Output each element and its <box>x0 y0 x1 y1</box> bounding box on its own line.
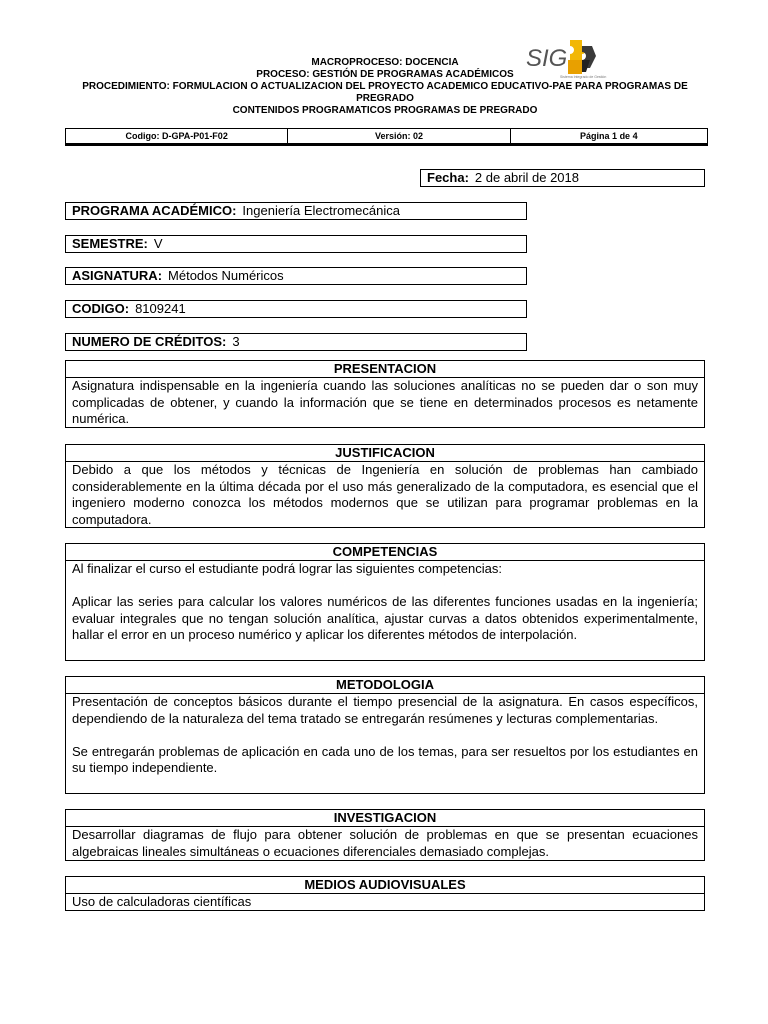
justificacion-body <box>66 462 704 528</box>
medios-section <box>65 876 705 911</box>
document-code: Codigo: D-GPA-P01-F02 <box>66 129 288 143</box>
justificacion-text: Debido a que los métodos y técnicas de Ingeniería en solución de problemas han cambiado considerablemente en la última década por el uso más generalizado de la computadora, es esencial que el ingeniero moderno conozca los métodos modernos que se utilizan para programar problemas en la computadora. <box>72 462 698 527</box>
metodologia-text-1: Presentación de conceptos básicos durante el tiempo presencial de la asignatura. En casos específicos, dependiendo de la naturaleza del tema tratado se entregarán resúmenes y lecturas complementarias. <box>72 694 698 726</box>
proceso-heading: PROCESO: GESTIÓN DE PROGRAMAS ACADÉMICOS <box>256 69 514 80</box>
programa-value: Ingeniería Electromecánica <box>242 203 400 218</box>
semestre-label: SEMESTRE: <box>72 236 148 251</box>
sig-logo-caption: Sistema Integrado de Gestión <box>560 75 607 79</box>
metodologia-body <box>66 694 704 777</box>
competencias-body <box>66 561 704 644</box>
metodologia-text-2: Se entregarán problemas de aplicación en cada uno de los temas, para ser resueltos por los estudiantes en su tiempo independiente. <box>72 743 698 776</box>
competencias-intro: Al finalizar el curso el estudiante podrá lograr las siguientes competencias: <box>72 561 502 576</box>
justificacion-section <box>65 444 705 528</box>
asignatura-value: Métodos Numéricos <box>168 268 284 283</box>
presentacion-text: Asignatura indispensable en la ingeniería cuando las soluciones analíticas no se pueden dar o son muy complicadas de obtener, y cuando la información que se tiene en determinados procesos es netamente numérica. <box>72 378 698 427</box>
metodologia-section <box>65 676 705 794</box>
creditos-field <box>65 333 527 351</box>
asignatura-field <box>65 267 527 285</box>
presentacion-section <box>65 360 705 428</box>
puzzle-icon <box>568 40 596 74</box>
investigacion-text: Desarrollar diagramas de flujo para obtener solución de problemas en que se presentan ecuaciones algebraicas lineales simultáneas o ecuaciones diferenciales demasiado complejas. <box>72 827 698 859</box>
asignatura-label: ASIGNATURA: <box>72 268 163 283</box>
competencias-title: COMPETENCIAS <box>66 544 704 561</box>
fecha-value: 2 de abril de 2018 <box>474 170 579 185</box>
codigo-field <box>65 300 527 318</box>
semestre-field <box>65 235 527 253</box>
procedimiento-heading-cont: PREGRADO <box>356 93 414 104</box>
creditos-label: NUMERO DE CRÉDITOS: <box>72 334 227 349</box>
codigo-value: 8109241 <box>135 301 186 316</box>
codigo-label: CODIGO: <box>72 301 130 316</box>
sig-logo <box>524 36 607 80</box>
presentacion-title: PRESENTACION <box>66 361 704 378</box>
investigacion-section <box>65 809 705 861</box>
document-title: CONTENIDOS PROGRAMATICOS PROGRAMAS DE PREGRADO <box>232 105 538 116</box>
document-version: Versión: 02 <box>288 129 510 143</box>
macroproceso-heading: MACROPROCESO: DOCENCIA <box>311 57 459 68</box>
fecha-label: Fecha: <box>427 170 469 185</box>
justificacion-title: JUSTIFICACION <box>66 445 704 462</box>
document-code-table <box>65 128 708 146</box>
procedimiento-heading: PROCEDIMIENTO: FORMULACION O ACTUALIZACION DEL PROYECTO ACADEMICO EDUCATIVO-PAE PARA PROGRAMAS DE <box>82 81 688 92</box>
competencias-text: Aplicar las series para calcular los valores numéricos de las diferentes funciones usadas en la ingeniería; evaluar integrales que no tengan solución analítica, ajustar curvas a datos obtenidos experimentalmente, hallar el error en un proceso numérico y aplicar los diferentes métodos de interpolación. <box>72 594 698 643</box>
sig-logo-text: SIG <box>526 45 568 72</box>
creditos-value: 3 <box>232 334 240 349</box>
programa-label: PROGRAMA ACADÉMICO: <box>72 203 237 218</box>
presentacion-body <box>66 378 704 428</box>
competencias-section <box>65 543 705 661</box>
fecha-field <box>420 169 705 187</box>
investigacion-title: INVESTIGACION <box>66 810 704 827</box>
semestre-value: V <box>153 236 163 251</box>
medios-text: Uso de calculadoras científicas <box>72 894 252 909</box>
medios-title: MEDIOS AUDIOVISUALES <box>66 877 704 894</box>
medios-body <box>66 894 704 911</box>
investigacion-body <box>66 827 704 860</box>
programa-field <box>65 202 527 220</box>
metodologia-title: METODOLOGIA <box>66 677 704 694</box>
document-page: Página 1 de 4 <box>580 131 638 141</box>
